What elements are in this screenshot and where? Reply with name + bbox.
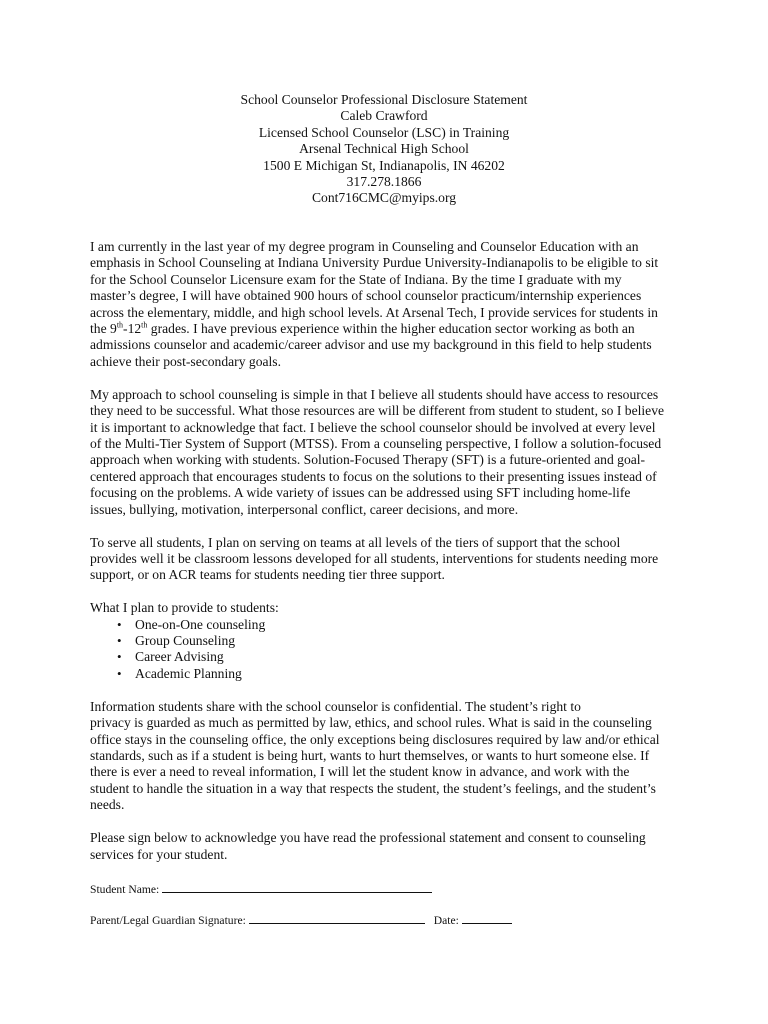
paragraph-line: it is important to acknowledge that fact. I believe the school counselor should be involved at every level [90, 419, 656, 435]
paragraph-line: focusing on the problems. A wide variety of issues can be addressed using SFT including home-life [90, 485, 631, 501]
list-item [90, 649, 690, 665]
guardian-signature-field[interactable] [249, 911, 425, 924]
bullet-icon: • [117, 633, 122, 649]
superscript: th [116, 320, 124, 330]
document-body [90, 239, 690, 863]
paragraph-line: issues, bullying, motivation, interpersonal conflict, career decisions, and more. [90, 501, 519, 517]
counselor-credential: Licensed School Counselor (LSC) in Training [258, 124, 510, 140]
paragraph-line: admissions counselor and academic/career advisor and use my background in this field to help students [90, 337, 652, 353]
guardian-signature-label: Parent/Legal Guardian Signature: [90, 914, 246, 927]
student-name-label: Student Name: [90, 883, 160, 896]
paragraph-line: approach when working with students. Solution-Focused Therapy (SFT) is a future-oriented and goal- [90, 452, 646, 468]
bullet-icon: • [117, 665, 122, 681]
bullet-icon: • [117, 616, 122, 632]
paragraph-confidentiality [90, 699, 690, 814]
services-intro [90, 600, 690, 616]
paragraph-tiers [90, 535, 690, 584]
list-item-label: Career Advising [135, 649, 224, 665]
paragraph-line: student to handle the situation in a way that respects the student, the student’s feelings, and the student’s [90, 780, 656, 796]
paragraph-line: Please sign below to acknowledge you have read the professional statement and consent to counseling [90, 830, 646, 846]
document-header [0, 92, 768, 207]
superscript: th [141, 320, 148, 330]
paragraph-line: across the elementary, middle, and high school levels. At Arsenal Tech, I provide services for students in [90, 304, 658, 320]
paragraph-spacer [90, 370, 690, 387]
list-item-label: Group Counseling [135, 633, 236, 649]
list-item [90, 633, 690, 649]
paragraph-line: services for your student. [90, 846, 228, 862]
paragraph-line: To serve all students, I plan on serving on teams at all levels of the tiers of support that the school [90, 534, 621, 550]
text-fragment: -12 [123, 321, 142, 337]
list-item-label: Academic Planning [135, 665, 242, 681]
paragraph-line: they need to be successful. What those resources are will be different from student to student, so I believe [90, 403, 665, 419]
paragraph-line: for the School Counselor Licensure exam for the State of Indiana. By the time I graduate with my [90, 271, 622, 287]
document-title: School Counselor Professional Disclosure Statement [240, 92, 528, 107]
services-list [90, 617, 690, 683]
email-address: Cont716CMC@myips.org [311, 190, 457, 206]
paragraph-line: of the Multi-Tier System of Support (MTSS). From a counseling perspective, I follow a solution-focused [90, 435, 662, 451]
paragraph-consent [90, 830, 690, 863]
paragraph-background [90, 239, 690, 370]
paragraph-line: standards, such as if a student is being hurt, wants to hurt themselves, or wants to hurt someone else. If [90, 747, 650, 763]
text-fragment: grades. I have previous experience within the higher education sector working as both an [147, 321, 635, 337]
paragraph-line: there is ever a need to reveal information, I will let the student know in advance, and work with the [90, 764, 630, 780]
list-item-label: One-on-One counseling [135, 616, 266, 632]
paragraph-line: support, or on ACR teams for students needing tier three support. [90, 567, 445, 583]
paragraph-spacer [90, 584, 690, 601]
paragraph-spacer [90, 814, 690, 831]
paragraph-spacer [90, 518, 690, 535]
paragraph-line: emphasis in School Counseling at Indiana University Purdue University-Indianapolis to be eligible to sit [90, 255, 659, 271]
paragraph-line: I am currently in the last year of my degree program in Counseling and Counselor Education with an [90, 239, 639, 254]
list-item [90, 666, 690, 682]
paragraph-line: What I plan to provide to students: [90, 600, 279, 616]
paragraph-line: achieve their post-secondary goals. [90, 353, 281, 369]
phone-number: 317.278.1866 [346, 174, 422, 190]
date-label: Date: [433, 914, 459, 927]
paragraph-line: centered approach that encourages students to focus on the solutions to their presenting issues instead of [90, 468, 657, 484]
list-item [90, 617, 690, 633]
student-name-field[interactable] [162, 880, 432, 893]
paragraph-line: needs. [90, 797, 125, 813]
paragraph-line: master’s degree, I will have obtained 900 hours of school counselor practicum/internship experiences [90, 288, 642, 304]
paragraph-line: privacy is guarded as much as permitted by law, ethics, and school rules. What is said in the counseling [90, 715, 652, 731]
date-field[interactable] [462, 911, 512, 924]
counselor-name: Caleb Crawford [340, 108, 428, 124]
paragraph-approach [90, 387, 690, 518]
school-address: 1500 E Michigan St, Indianapolis, IN 46202 [263, 157, 505, 173]
paragraph-line: Information students share with the school counselor is confidential. The student’s right to [90, 698, 581, 714]
text-fragment: the 9 [90, 321, 117, 337]
paragraph-line: provides well it be classroom lessons developed for all students, interventions for students needing more [90, 550, 659, 566]
paragraph-line-grades [90, 321, 690, 337]
student-name-row [90, 880, 432, 896]
paragraph-line: My approach to school counseling is simple in that I believe all students should have access to resources [90, 386, 659, 402]
guardian-signature-row [90, 911, 512, 927]
school-name: Arsenal Technical High School [299, 141, 469, 157]
paragraph-spacer [90, 682, 690, 699]
bullet-icon: • [117, 649, 122, 665]
paragraph-line: office stays in the counseling office, the only exceptions being disclosures required by law and/or ethical [90, 731, 660, 747]
